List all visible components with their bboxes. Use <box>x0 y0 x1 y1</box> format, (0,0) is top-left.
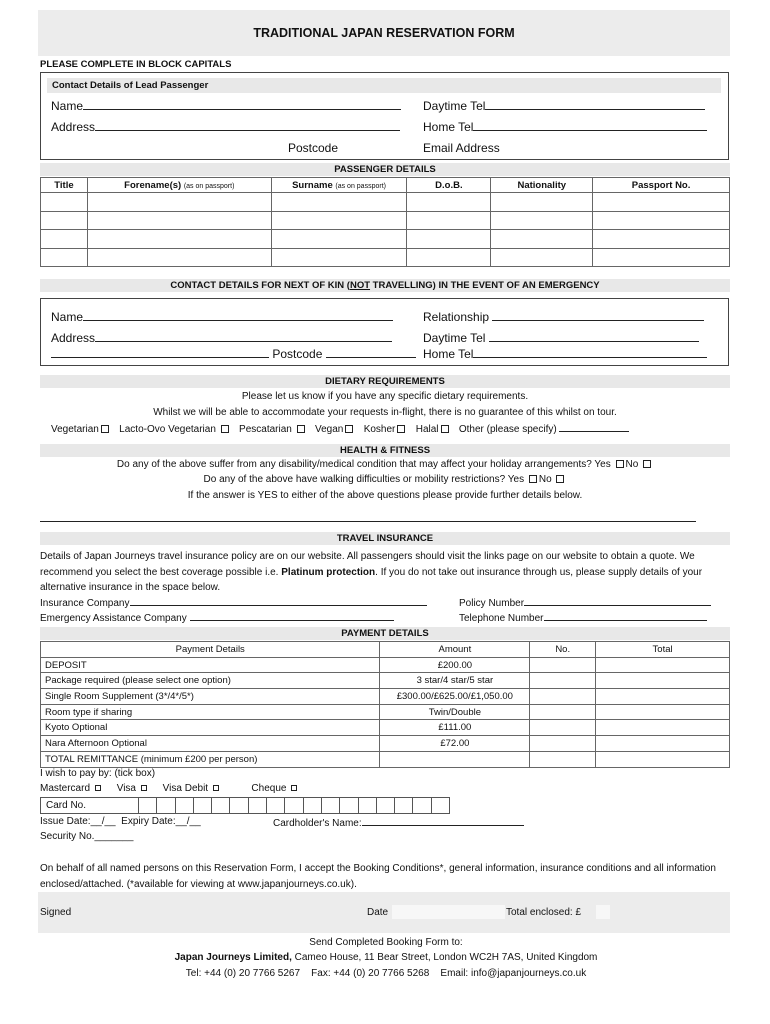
cell[interactable] <box>593 193 730 212</box>
col-passport: Passport No. <box>593 178 730 193</box>
policy-number-field[interactable] <box>459 596 711 609</box>
passenger-details-header: PASSENGER DETAILS <box>40 163 730 176</box>
health-q3: If the answer is YES to either of the above questions please provide further details below. <box>187 490 583 501</box>
passenger-table <box>40 177 730 267</box>
lead-address-label: Address <box>51 120 96 134</box>
policy-number-label: Policy Number <box>459 598 525 609</box>
cell[interactable] <box>491 193 593 212</box>
cell[interactable] <box>41 230 88 249</box>
footer-contact: Tel: +44 (0) 20 7766 5267 Fax: +44 (0) 20 7766 5268 Email: info@japanjourneys.co.uk <box>185 968 587 979</box>
total-enclosed-label: Total enclosed: £ <box>506 907 582 918</box>
pay-row-amount: £200.00 <box>380 657 530 673</box>
lead-contact-box <box>40 72 729 160</box>
footer-company: Japan Journeys Limited, <box>174 952 292 963</box>
health-q1-no: No <box>625 459 639 470</box>
cell[interactable] <box>41 248 88 267</box>
checkbox[interactable] <box>221 425 229 433</box>
telephone-number-field[interactable] <box>459 611 707 624</box>
block-capitals-instruction: PLEASE COMPLETE IN BLOCK CAPITALS <box>40 59 232 70</box>
cell[interactable] <box>87 193 271 212</box>
health-details-line[interactable] <box>40 521 696 522</box>
insurance-text-pre: Details of Japan Journeys travel insurance policy are on our website. All passengers should visit the links page on our website to obtain a quote. We recommend you select the best coverage possible i.e. <box>40 551 695 578</box>
pay-row-amount: 3 star/4 star/5 star <box>380 673 530 689</box>
checkbox[interactable] <box>441 425 449 433</box>
table-row <box>41 211 730 230</box>
pay-row-no[interactable] <box>530 704 596 720</box>
lead-daytime-tel-label: Daytime Tel <box>423 99 486 113</box>
lead-email-label: Email Address <box>423 141 500 155</box>
table-row <box>41 673 730 689</box>
table-row <box>41 751 730 767</box>
signed-label: Signed <box>40 907 72 918</box>
dietary-option[interactable] <box>119 424 231 435</box>
pay-row-amount <box>380 751 530 767</box>
pay-row-amount: £300.00/£625.00/£1,050.00 <box>380 689 530 705</box>
cell[interactable] <box>87 230 271 249</box>
dietary-option-label: Lacto-Ovo Vegetarian <box>119 424 216 435</box>
card-number-label: Card No. <box>41 798 139 813</box>
kin-relationship-label: Relationship <box>423 310 490 324</box>
cardholder-label: Cardholder's Name: <box>273 818 362 829</box>
cell[interactable] <box>271 230 407 249</box>
dietary-option[interactable] <box>364 424 408 435</box>
table-row <box>41 689 730 705</box>
kin-address-field[interactable] <box>51 331 392 345</box>
col-surname-note: (as on passport) <box>335 182 386 190</box>
pay-col-amount: Amount <box>380 642 530 658</box>
checkbox[interactable] <box>616 460 624 468</box>
date-field[interactable] <box>392 905 505 919</box>
pay-row-total[interactable] <box>596 736 730 752</box>
kin-daytime-tel-field[interactable] <box>423 331 699 345</box>
checkbox[interactable] <box>297 425 305 433</box>
table-row <box>41 248 730 267</box>
dietary-other[interactable] <box>459 424 630 435</box>
pay-row-label: Nara Afternoon Optional <box>41 736 380 752</box>
pay-row-amount: Twin/Double <box>380 704 530 720</box>
health-q1 <box>40 459 730 470</box>
checkbox[interactable] <box>213 785 219 791</box>
cell[interactable] <box>407 248 491 267</box>
footer-send-to: Send Completed Booking Form to: <box>309 937 463 948</box>
cell[interactable] <box>87 211 271 230</box>
col-title: Title <box>41 178 88 193</box>
cell[interactable] <box>271 248 407 267</box>
insurance-header: TRAVEL INSURANCE <box>40 532 730 545</box>
payment-methods <box>40 783 299 794</box>
cell[interactable] <box>41 211 88 230</box>
lead-daytime-tel-field[interactable] <box>423 99 705 113</box>
card-number-boxes <box>139 798 449 813</box>
dietary-option[interactable] <box>51 424 111 435</box>
method-visa-debit[interactable] <box>163 783 221 794</box>
kin-postcode-field[interactable] <box>51 347 416 361</box>
kin-name-label: Name <box>51 310 84 324</box>
payment-table <box>40 641 730 768</box>
health-q2-no: No <box>538 474 552 485</box>
dietary-option[interactable] <box>416 424 451 435</box>
pay-by-label: I wish to pay by: (tick box) <box>40 768 156 779</box>
table-row <box>41 704 730 720</box>
pay-row-no[interactable] <box>530 720 596 736</box>
method-label: Visa Debit <box>162 783 209 794</box>
kin-header-not: NOT <box>349 280 371 291</box>
health-q1-text: Do any of the above suffer from any disability/medical condition that may affect your holiday arrangements? <box>116 459 592 470</box>
dietary-options <box>51 422 629 435</box>
checkbox[interactable] <box>556 475 564 483</box>
col-dob: D.o.B. <box>407 178 491 193</box>
dietary-option-label: Vegan <box>314 424 344 435</box>
card-number-field[interactable] <box>40 797 450 814</box>
kin-name-field[interactable] <box>51 310 393 324</box>
health-q2-text: Do any of the above have walking difficulties or mobility restrictions? <box>203 474 506 485</box>
cell[interactable] <box>271 193 407 212</box>
pay-row-no[interactable] <box>530 689 596 705</box>
cell[interactable] <box>593 248 730 267</box>
kin-relationship-field[interactable] <box>423 310 704 324</box>
dietary-line1: Please let us know if you have any specific dietary requirements. <box>241 391 529 402</box>
health-q2 <box>40 474 730 485</box>
pay-row-total[interactable] <box>596 689 730 705</box>
lead-home-tel-label: Home Tel <box>423 120 474 134</box>
checkbox[interactable] <box>101 425 109 433</box>
col-surname-label: Surname <box>292 179 333 191</box>
payment-header: PAYMENT DETAILS <box>40 627 730 640</box>
form-title: TRADITIONAL JAPAN RESERVATION FORM <box>38 10 730 56</box>
lead-home-tel-field[interactable] <box>423 120 707 134</box>
method-mastercard[interactable] <box>40 783 103 794</box>
pay-row-label: DEPOSIT <box>41 657 380 673</box>
declaration-text: On behalf of all named persons on this Reservation Form, I accept the Booking Conditions*, general information, insurance conditions and all information enclosed/attached. (*available for viewing at www.japanjourneys.co.uk). <box>40 863 716 890</box>
method-label: Cheque <box>251 783 287 794</box>
cell[interactable] <box>491 211 593 230</box>
issue-date-label: Issue Date:__/__ <box>40 816 116 827</box>
cell[interactable] <box>407 193 491 212</box>
expiry-date-label: Expiry Date:__/__ <box>121 816 201 827</box>
lead-name-label: Name <box>51 99 84 113</box>
dietary-line2: Whilst we will be able to accommodate your requests in-flight, there is no guarantee of this whilst on tour. <box>153 407 617 418</box>
lead-contact-header: Contact Details of Lead Passenger <box>47 78 721 93</box>
insurance-company-field[interactable] <box>40 596 427 609</box>
col-forename-label: Forename(s) <box>124 179 182 191</box>
telephone-number-label: Telephone Number <box>459 613 544 624</box>
footer-address-text: Cameo House, 11 Bear Street, London WC2H 7AS, United Kingdom <box>291 952 598 963</box>
method-visa[interactable] <box>117 783 149 794</box>
pay-row-no[interactable] <box>530 751 596 767</box>
pay-col-total: Total <box>596 642 730 658</box>
kin-postcode-label: Postcode <box>272 347 323 361</box>
method-label: Mastercard <box>40 783 91 794</box>
pay-col-details: Payment Details <box>41 642 380 658</box>
col-forename <box>87 178 271 193</box>
assistance-company-field[interactable] <box>40 611 394 624</box>
cell[interactable] <box>593 230 730 249</box>
cell[interactable] <box>407 211 491 230</box>
checkbox[interactable] <box>95 785 101 791</box>
assistance-company-label: Emergency Assistance Company <box>40 613 187 624</box>
pay-row-label: TOTAL REMITTANCE (minimum £200 per person) <box>41 751 380 767</box>
pay-row-total[interactable] <box>596 657 730 673</box>
table-row <box>41 193 730 212</box>
cell[interactable] <box>491 248 593 267</box>
pay-row-no[interactable] <box>530 657 596 673</box>
pay-row-total[interactable] <box>596 673 730 689</box>
health-q1-yes: Yes <box>594 459 611 470</box>
kin-daytime-tel-label: Daytime Tel <box>423 331 486 345</box>
cell[interactable] <box>87 248 271 267</box>
col-nationality: Nationality <box>491 178 593 193</box>
total-enclosed-field[interactable] <box>596 905 610 919</box>
kin-address-label: Address <box>51 331 96 345</box>
kin-header <box>40 279 730 292</box>
checkbox[interactable] <box>141 785 147 791</box>
pay-row-total[interactable] <box>596 704 730 720</box>
cardholder-field[interactable] <box>273 816 524 829</box>
health-q2-yes: Yes <box>507 474 525 485</box>
method-label: Visa <box>116 783 136 794</box>
kin-home-tel-label: Home Tel <box>423 347 474 361</box>
pay-row-total[interactable] <box>596 751 730 767</box>
card-dates[interactable] <box>40 816 201 827</box>
dietary-option[interactable] <box>239 424 307 435</box>
dietary-option[interactable] <box>315 424 355 435</box>
col-surname <box>271 178 407 193</box>
method-cheque[interactable] <box>251 783 299 794</box>
pay-row-label: Single Room Supplement (3*/4*/5*) <box>41 689 380 705</box>
pay-row-label: Room type if sharing <box>41 704 380 720</box>
kin-header-pre: CONTACT DETAILS FOR NEXT OF KIN ( <box>170 280 350 291</box>
pay-col-no: No. <box>530 642 596 658</box>
cell[interactable] <box>593 211 730 230</box>
kin-header-post: TRAVELLING) IN THE EVENT OF AN EMERGENCY <box>370 280 600 291</box>
dietary-header: DIETARY REQUIREMENTS <box>40 375 730 388</box>
table-row <box>41 736 730 752</box>
checkbox[interactable] <box>345 425 353 433</box>
col-forename-note: (as on passport) <box>183 182 235 190</box>
dietary-option-label: Pescatarian <box>239 424 292 435</box>
dietary-option-label: Vegetarian <box>51 424 99 435</box>
pay-row-no[interactable] <box>530 736 596 752</box>
table-row <box>41 230 730 249</box>
insurance-text-bold: Platinum protection <box>281 566 376 578</box>
lead-name-field[interactable] <box>51 99 401 113</box>
checkbox[interactable] <box>291 785 297 791</box>
dietary-option-label: Kosher <box>363 424 396 435</box>
checkbox[interactable] <box>643 460 651 468</box>
insurance-text <box>40 549 732 596</box>
dietary-other-label: Other (please specify) <box>458 424 557 435</box>
pay-row-label: Package required (please select one option) <box>41 673 380 689</box>
footer-address <box>40 952 732 963</box>
cell[interactable] <box>491 230 593 249</box>
pay-row-amount: £111.00 <box>380 720 530 736</box>
kin-home-tel-field[interactable] <box>423 347 707 361</box>
insurance-text-post: . If you do not take out insurance through us, please supply details of your alternative insurance in the space below. <box>40 566 703 593</box>
dietary-option-label: Halal <box>415 424 439 435</box>
pay-row-no[interactable] <box>530 673 596 689</box>
insurance-company-label: Insurance Company <box>40 598 130 609</box>
table-row <box>41 720 730 736</box>
security-number-field[interactable]: Security No._______ <box>40 831 134 842</box>
table-row <box>41 657 730 673</box>
cell[interactable] <box>41 193 88 212</box>
cell[interactable] <box>407 230 491 249</box>
health-header: HEALTH & FITNESS <box>40 444 730 457</box>
pay-row-amount: £72.00 <box>380 736 530 752</box>
lead-address-field[interactable] <box>51 120 400 134</box>
checkbox[interactable] <box>529 475 537 483</box>
date-label: Date <box>367 907 389 918</box>
pay-row-total[interactable] <box>596 720 730 736</box>
pay-row-label: Kyoto Optional <box>41 720 380 736</box>
checkbox[interactable] <box>397 425 405 433</box>
cell[interactable] <box>271 211 407 230</box>
lead-postcode-label: Postcode <box>288 141 339 155</box>
